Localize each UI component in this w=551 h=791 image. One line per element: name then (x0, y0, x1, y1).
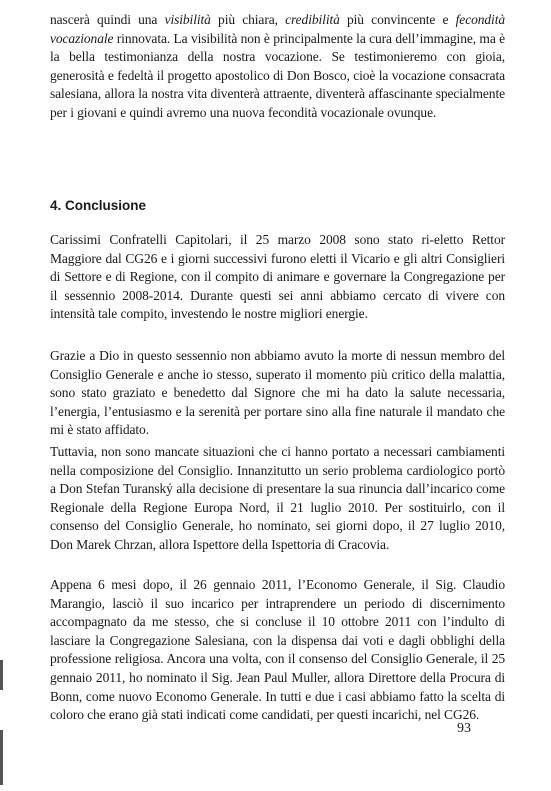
intro-text-4: rinnovata. La visibilità non è principalmente la cura dell’immagine, ma è la bella testimonianza della nostra vocazione. Se testimonieremo con gioia, generosità e fedeltà il progetto apostolico di Don Bosco, cioè la vocazione consacrata salesiana, allora la nostra vita diventerà attraente, diventerà affascinante specialmente per i giovani e quindi avremo una nuova fecondità vocazionale ovunque. (50, 30, 505, 120)
paragraph-1: Carissimi Confratelli Capitolari, il 25 marzo 2008 sono stato ri-eletto Rettor Maggiore dal CG26 e i giorni successivi furono eletti il Vicario e gli altri Consiglieri di Settore e di Regione, con il compito di animare e governare la Congregazione per il sessennio 2008-2014. Durante questi sei anni abbiamo cercato di vivere con intensità tale compito, investendo le nostre migliori energie. (50, 232, 505, 322)
paragraph-2: Grazie a Dio in questo sessennio non abbiamo avuto la morte di nessun membro del Consiglio Generale e anche io stesso, superato il momento più critico della malattia, sono stato graziato e benedetto dal Signore che mi ha dato la salute necessaria, l’energia, l’entusiasmo e la serenità per portare sino alla fine naturale il mandato che mi è stato affidato. (50, 348, 505, 438)
page-number: 93 (457, 721, 471, 736)
intro-text-2: più chiara, (210, 12, 286, 27)
intro-paragraph (50, 11, 505, 123)
scan-edge-mark (0, 730, 3, 785)
intro-italic-credibilita: credibilità (285, 12, 340, 27)
paragraph-4: Appena 6 mesi dopo, il 26 gennaio 2011, l’Economo Generale, il Sig. Claudio Marangio, lasciò il suo incarico per intraprendere un periodo di discernimento accompagnato da me stesso, che si concluse il 10 ottobre 2011 con l’indulto di lasciare la Congregazione Salesiana, con la dispensa dai voti e dagli obblighi della professione religiosa. Ancora una volta, con il consenso del Consiglio Generale, il 25 gennaio 2011, ho nominato il Sig. Jean Paul Muller, allora Direttore della Procura di Bonn, come nuovo Economo Generale. In tutti e due i casi abbiamo fatto la scelta di coloro che erano già stati indicati come candidati, per questi incarichi, nel CG26. (50, 577, 505, 723)
intro-text-1: nascerà quindi una (50, 12, 165, 27)
scan-edge-mark (0, 660, 3, 690)
intro-italic-visibilita: visibilità (164, 12, 211, 27)
section-heading: 4. Conclusione (50, 198, 147, 213)
paragraph-3: Tuttavia, non sono mancate situazioni che ci hanno portato a necessari cambiamenti nella composizione del Consiglio. Innanzitutto un serio problema cardiologico portò a Don Stefan Turanský alla decisione di presentare la sua rinuncia dall’incarico come Regionale della Regione Europa Nord, il 21 luglio 2010. Per sostituirlo, con il consenso del Consiglio Generale, ho nominato, sei giorni dopo, il 27 luglio 2010, Don Marek Chrzan, allora Ispettore della Ispettoria di Cracovia. (50, 444, 505, 552)
intro-text-3: più convincente e (339, 12, 456, 27)
intro-italic-fecondita: fecondità vocazionale (50, 12, 505, 46)
